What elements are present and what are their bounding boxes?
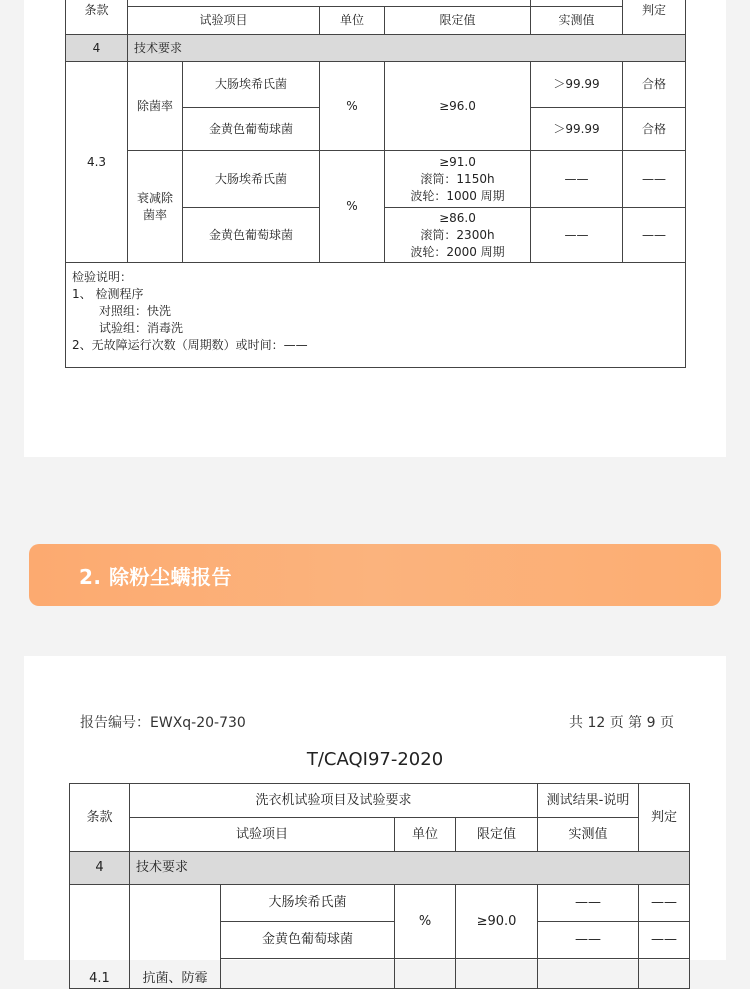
report-card-1 [24, 0, 726, 457]
test-report-table-1 [65, 0, 686, 368]
limit-line: 滚筒：1150h [420, 171, 495, 186]
section-number: 4 [66, 35, 128, 62]
report-number: 报告编号：EWXq-20-730 [80, 715, 246, 731]
limit-line: 波轮：1000 周期 [410, 188, 505, 203]
header-judge: 判定 [623, 0, 686, 35]
header-limit: 限定值 [385, 7, 531, 35]
limit-cell [385, 208, 531, 263]
group-name: 除菌率 [128, 62, 183, 151]
header-item: 试验项目 [128, 7, 320, 35]
header-unit: 单位 [320, 7, 385, 35]
judge-cell: 合格 [623, 108, 686, 151]
page-info: 共 12 页 第 9 页 [569, 715, 674, 731]
measured-cell: —— [531, 208, 623, 263]
test-item: 金黄色葡萄球菌 [221, 922, 395, 959]
header-clause: 条款 [70, 784, 130, 852]
header-limit: 限定值 [456, 818, 538, 852]
judge-cell: —— [623, 208, 686, 263]
header-clause: 条款 [66, 0, 128, 35]
header-result: 测试结果-说明 [538, 784, 639, 818]
limit-cell: ≥90.0 [456, 885, 538, 959]
unit-cell: % [320, 151, 385, 263]
test-item: 金黄色葡萄球菌 [183, 108, 320, 151]
header-unit: 单位 [395, 818, 456, 852]
note-line: 2、无故障运行次数（周期数）或时间：—— [72, 338, 308, 352]
banner-title: 2. 除粉尘螨报告 [79, 565, 232, 589]
header-judge: 判定 [639, 784, 690, 852]
limit-cell [456, 959, 538, 989]
test-item: 大肠埃希氏菌 [183, 151, 320, 208]
test-item: 大肠埃希氏菌 [221, 885, 395, 922]
measured-cell: ＞99.99 [531, 62, 623, 108]
limit-line: ≥91.0 [439, 154, 476, 169]
limit-line: ≥86.0 [439, 210, 476, 225]
test-report-table-2 [69, 783, 690, 989]
unit-cell: % [320, 62, 385, 151]
measured-cell: —— [531, 151, 623, 208]
section-title: 技术要求 [128, 35, 686, 62]
test-item: 金黄色葡萄球菌 [183, 208, 320, 263]
test-item: 大肠埃希氏菌 [183, 62, 320, 108]
standard-title: T/CAQI97-2020 [306, 749, 444, 770]
judge-cell: 合格 [623, 62, 686, 108]
note-line: 对照组：快洗 [99, 304, 172, 318]
group-name: 抗菌、防霉 [130, 885, 221, 989]
test-item [221, 959, 395, 989]
limit-cell [385, 151, 531, 208]
header-measured: 实测值 [538, 818, 639, 852]
group-name: 衰减除菌率 [128, 151, 183, 263]
limit-line: 波轮：2000 周期 [410, 244, 505, 259]
judge-cell: —— [639, 922, 690, 959]
section-title: 技术要求 [130, 852, 690, 885]
measured-cell [538, 959, 639, 989]
judge-cell [639, 959, 690, 989]
note-line: 检验说明： [72, 270, 133, 284]
limit-line: 滚筒：2300h [420, 227, 495, 242]
section-number: 4 [70, 852, 130, 885]
unit-cell: % [395, 885, 456, 959]
header-item: 试验项目 [130, 818, 395, 852]
measured-cell: —— [538, 885, 639, 922]
judge-cell: —— [639, 885, 690, 922]
section-banner [29, 544, 721, 606]
report-card-2 [24, 656, 726, 986]
inspection-notes [66, 263, 686, 368]
unit-cell [395, 959, 456, 989]
header-measured: 实测值 [531, 7, 623, 35]
measured-cell: —— [538, 922, 639, 959]
clause-number: 4.1 [70, 885, 130, 989]
header-group: 洗衣机试验项目及试验要求 [130, 784, 538, 818]
limit-cell: ≥96.0 [385, 62, 531, 151]
note-line: 试验组：消毒洗 [99, 321, 184, 335]
measured-cell: ＞99.99 [531, 108, 623, 151]
note-line: 1、 检测程序 [72, 287, 144, 301]
clause-number: 4.3 [66, 62, 128, 263]
judge-cell: —— [623, 151, 686, 208]
